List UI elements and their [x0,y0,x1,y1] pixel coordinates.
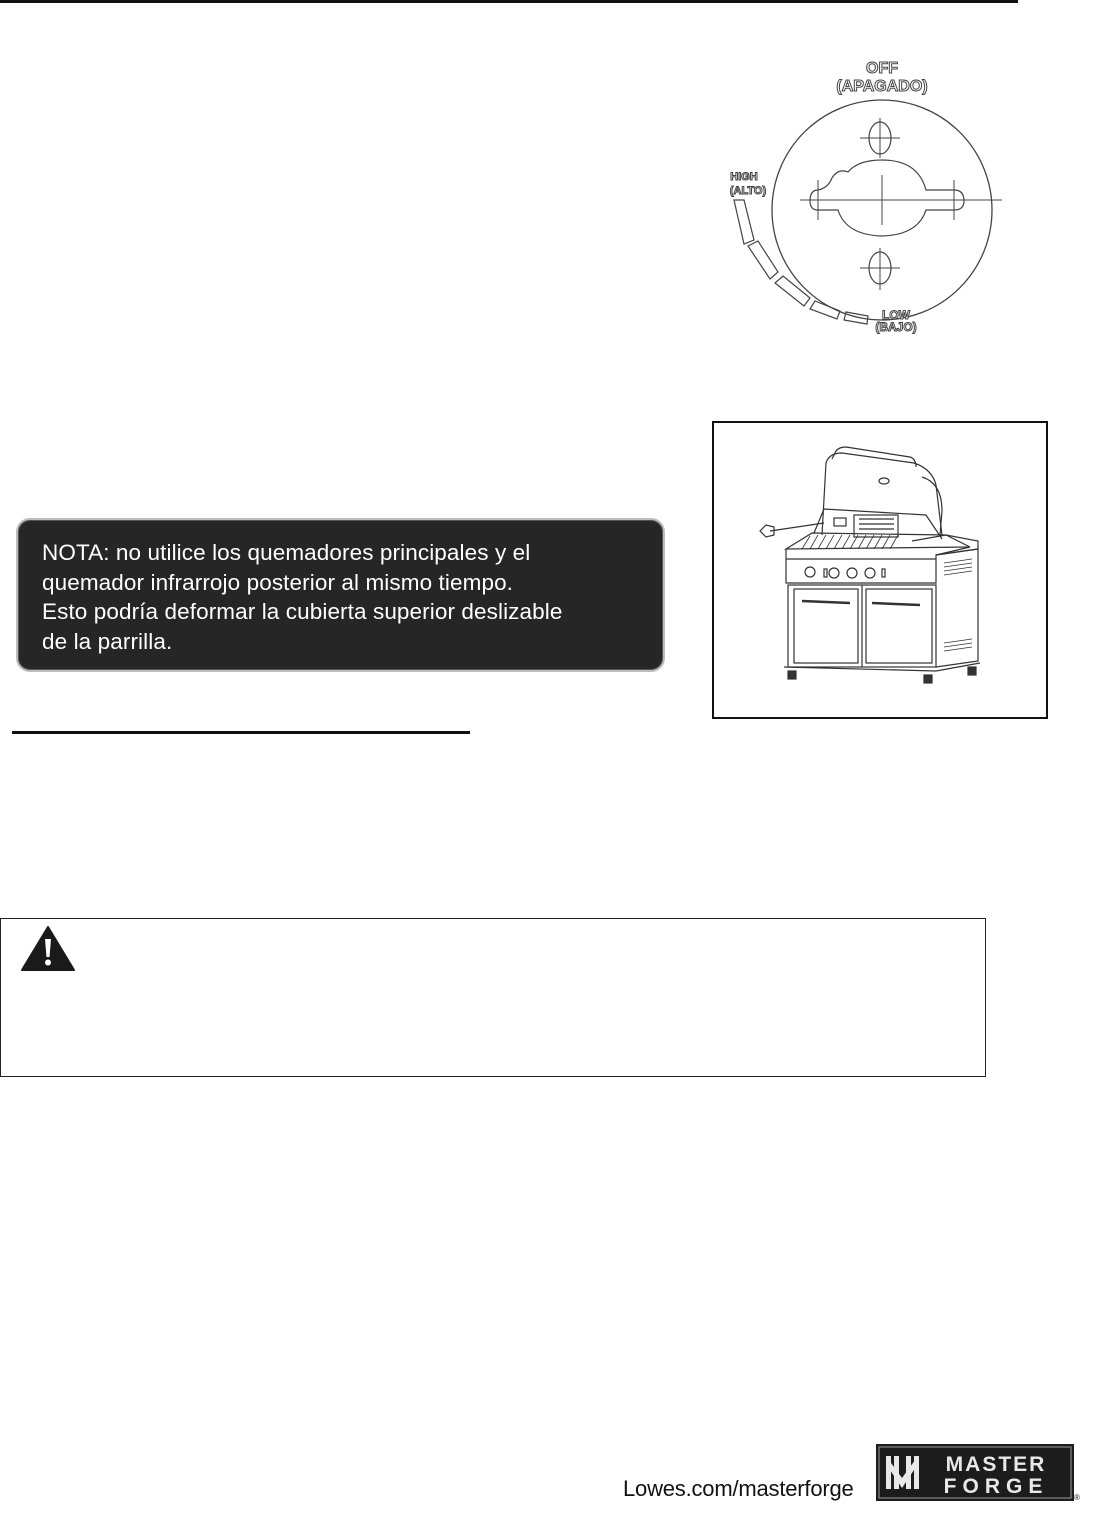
note-box [16,518,665,672]
low-label-es: (BAJO) [875,320,917,334]
high-label-es: (ALTO) [729,185,767,197]
footer-url[interactable]: Lowes.com/masterforge [623,1476,854,1501]
low-label: LOW [882,308,910,322]
grill-figure [712,421,1048,719]
top-rule [0,0,1018,3]
high-label: HIGH [730,171,758,183]
logo-text-forge: FORGE [943,1475,1049,1498]
off-label: OFF [866,60,898,77]
knob-svg [718,50,1018,350]
note-text: NOTA: no utilice los quemadores principales y el quemador infrarrojo posterior al mismo tiempo. Esto podría deformar la cubierta superior deslizable de la parrilla. [42,540,563,654]
master-forge-logo [876,1444,1074,1501]
flame-arc-segments [734,200,868,324]
grill-illustration [714,423,1046,717]
warning-box [0,918,986,1077]
logo-text-master: MASTER [945,1453,1047,1476]
registered-mark: ® [1074,1493,1080,1502]
knob-center-shape [810,160,964,236]
warning-triangle-icon [20,924,76,972]
grill-lid [822,453,942,535]
section-rule [12,731,470,734]
off-label-es: (APAGADO) [836,78,928,95]
control-knob-diagram [718,50,1018,350]
